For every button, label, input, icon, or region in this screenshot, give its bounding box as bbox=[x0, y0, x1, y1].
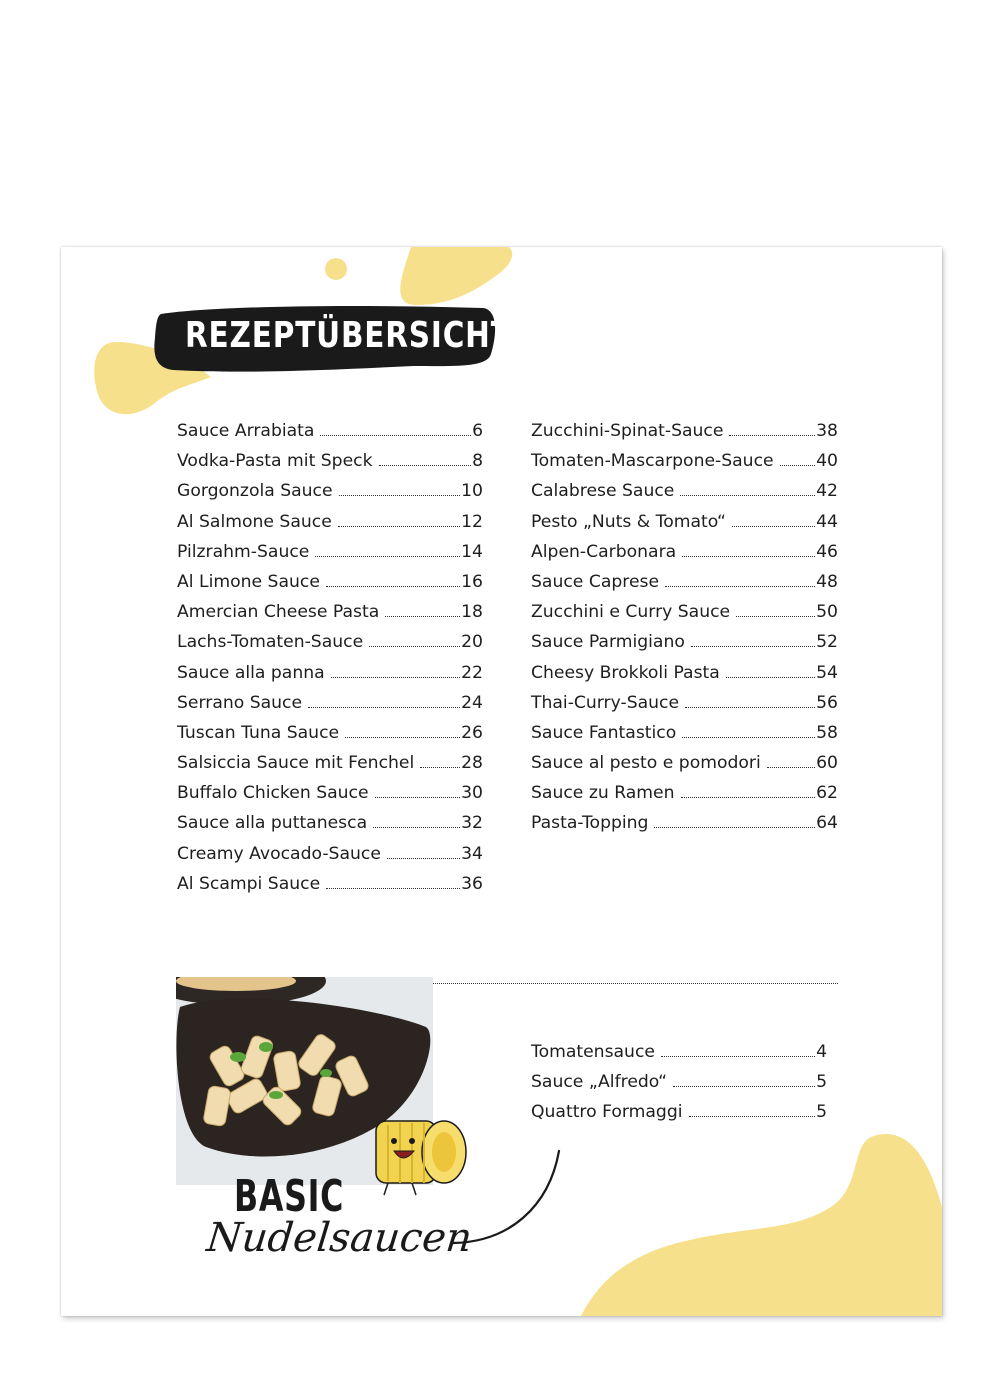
toc-entry[interactable] bbox=[177, 632, 483, 662]
toc-entry[interactable] bbox=[177, 542, 483, 572]
toc-entry-page: 24 bbox=[461, 692, 483, 713]
curved-arrow-icon bbox=[449, 1147, 569, 1257]
toc-entry[interactable] bbox=[531, 451, 838, 481]
leader-dots bbox=[345, 736, 460, 738]
leader-dots bbox=[326, 585, 460, 587]
toc-entry-title: Sauce alla panna bbox=[177, 662, 325, 683]
toc-entry-title: Zucchini e Curry Sauce bbox=[531, 602, 731, 623]
leader-dots bbox=[665, 585, 815, 587]
leader-dots bbox=[369, 645, 460, 647]
leader-dots bbox=[736, 615, 815, 617]
toc-entry-page: 10 bbox=[461, 481, 483, 502]
leader-dots bbox=[379, 464, 471, 466]
toc-entry-page: 56 bbox=[816, 692, 838, 713]
leader-dots bbox=[673, 1085, 815, 1087]
toc-entry-page: 6 bbox=[472, 421, 483, 441]
leader-dots bbox=[682, 555, 815, 557]
toc-entry-title: Sauce alla puttanesca bbox=[177, 813, 368, 834]
toc-entry-page: 50 bbox=[816, 602, 838, 623]
toc-entry[interactable] bbox=[177, 783, 483, 813]
toc-entry[interactable] bbox=[531, 1102, 827, 1132]
toc-entry-page: 8 bbox=[472, 451, 483, 472]
toc-entry[interactable] bbox=[531, 542, 838, 572]
toc-entry-page: 42 bbox=[816, 481, 838, 502]
leader-dots bbox=[654, 826, 815, 828]
toc-entry[interactable] bbox=[177, 874, 483, 904]
toc-entry-title: Al Limone Sauce bbox=[177, 571, 320, 592]
toc-entry-title: Creamy Avocado-Sauce bbox=[177, 843, 381, 864]
toc-entry[interactable] bbox=[531, 753, 838, 783]
toc-entry-title: Amercian Cheese Pasta bbox=[177, 602, 380, 623]
toc-entry-title: Lachs-Tomaten-Sauce bbox=[177, 632, 364, 653]
toc-entry[interactable] bbox=[177, 693, 483, 723]
toc-entry-page: 34 bbox=[461, 843, 483, 864]
toc-entry[interactable] bbox=[177, 663, 483, 693]
leader-dots bbox=[338, 525, 460, 527]
toc-entry[interactable] bbox=[177, 512, 483, 542]
leader-dots bbox=[339, 494, 461, 496]
toc-entry-page: 38 bbox=[816, 421, 838, 441]
toc-entry-page: 32 bbox=[461, 813, 483, 834]
toc-entry-title: Sauce Arrabiata bbox=[177, 421, 315, 441]
toc-entry-page: 54 bbox=[816, 662, 838, 683]
toc-entry[interactable] bbox=[531, 813, 838, 843]
toc-entry-page: 22 bbox=[461, 662, 483, 683]
leader-dots bbox=[308, 706, 460, 708]
toc-entry-page: 18 bbox=[461, 602, 483, 623]
toc-entry[interactable] bbox=[177, 813, 483, 843]
toc-entry[interactable] bbox=[531, 723, 838, 753]
toc-entry-page: 16 bbox=[461, 571, 483, 592]
toc-entry-title: Zucchini-Spinat-Sauce bbox=[531, 421, 724, 441]
toc-entry[interactable] bbox=[177, 451, 483, 481]
toc-entry[interactable] bbox=[531, 602, 838, 632]
toc-entry-title: Alpen-Carbonara bbox=[531, 541, 677, 562]
toc-entry-title: Gorgonzola Sauce bbox=[177, 481, 333, 502]
toc-entry-title: Salsiccia Sauce mit Fenchel bbox=[177, 753, 415, 774]
toc-entry-page: 46 bbox=[816, 541, 838, 562]
toc-entry-page: 48 bbox=[816, 571, 838, 592]
toc-entry-page: 12 bbox=[461, 511, 483, 532]
basic-heading: BASIC bbox=[234, 1171, 345, 1222]
toc-entry-page: 14 bbox=[461, 541, 483, 562]
leader-dots bbox=[385, 615, 460, 617]
toc-entry-title: Cheesy Brokkoli Pasta bbox=[531, 662, 720, 683]
toc-entry[interactable] bbox=[531, 572, 838, 602]
toc-entry-title: Sauce „Alfredo“ bbox=[531, 1072, 667, 1093]
toc-entry-title: Pasta-Topping bbox=[531, 813, 649, 834]
toc-entry[interactable] bbox=[531, 421, 838, 451]
toc-entry[interactable] bbox=[177, 723, 483, 753]
toc-left-column bbox=[177, 421, 483, 904]
toc-entry-page: 44 bbox=[816, 511, 838, 532]
toc-entry[interactable] bbox=[531, 512, 838, 542]
toc-entry-page: 5 bbox=[816, 1102, 827, 1123]
toc-entry-title: Tuscan Tuna Sauce bbox=[177, 722, 340, 743]
leader-dots bbox=[681, 796, 816, 798]
toc-entry-title: Quattro Formaggi bbox=[531, 1102, 683, 1123]
leader-dots bbox=[732, 525, 815, 527]
toc-entry[interactable] bbox=[531, 693, 838, 723]
basic-subheading: Nudelsaucen bbox=[204, 1215, 475, 1261]
leader-dots bbox=[689, 1115, 816, 1117]
toc-right-column bbox=[531, 421, 838, 844]
toc-entry-title: Sauce Fantastico bbox=[531, 722, 677, 743]
toc-entry[interactable] bbox=[531, 663, 838, 693]
leader-dots bbox=[729, 434, 815, 436]
bottom-right-yellow-blob bbox=[581, 1134, 942, 1316]
toc-entry[interactable] bbox=[531, 481, 838, 511]
leader-dots bbox=[387, 857, 460, 859]
toc-entry-title: Sauce zu Ramen bbox=[531, 783, 675, 804]
toc-entry-title: Tomatensauce bbox=[531, 1042, 655, 1062]
leader-dots bbox=[726, 676, 815, 678]
toc-entry-page: 62 bbox=[816, 783, 838, 804]
leader-dots bbox=[682, 736, 815, 738]
toc-entry-title: Calabrese Sauce bbox=[531, 481, 675, 502]
toc-entry[interactable] bbox=[177, 572, 483, 602]
toc-entry-page: 58 bbox=[816, 722, 838, 743]
toc-entry-title: Al Scampi Sauce bbox=[177, 873, 321, 894]
leader-dots bbox=[685, 706, 815, 708]
toc-entry-title: Sauce al pesto e pomodori bbox=[531, 753, 761, 774]
toc-entry[interactable] bbox=[177, 602, 483, 632]
leader-dots bbox=[780, 464, 816, 466]
toc-entry-title: Vodka-Pasta mit Speck bbox=[177, 451, 373, 472]
small-yellow-dot bbox=[325, 258, 347, 280]
toc-entry[interactable] bbox=[531, 1042, 827, 1072]
toc-entry-title: Thai-Curry-Sauce bbox=[531, 692, 680, 713]
toc-basic-column bbox=[531, 1042, 827, 1133]
toc-entry[interactable] bbox=[531, 1072, 827, 1102]
toc-entry-title: Buffalo Chicken Sauce bbox=[177, 783, 369, 804]
toc-entry-title: Pilzrahm-Sauce bbox=[177, 541, 310, 562]
page-title: REZEPTÜBERSICHT bbox=[185, 315, 512, 356]
toc-entry-title: Tomaten-Mascarpone-Sauce bbox=[531, 451, 774, 472]
leader-dots bbox=[326, 887, 460, 889]
toc-entry-title: Pesto „Nuts & Tomato“ bbox=[531, 511, 726, 532]
toc-entry[interactable] bbox=[177, 421, 483, 451]
toc-entry-page: 28 bbox=[461, 753, 483, 774]
leader-dots bbox=[661, 1055, 815, 1057]
toc-entry[interactable] bbox=[531, 783, 838, 813]
leader-dots bbox=[331, 676, 460, 678]
toc-entry-title: Al Salmone Sauce bbox=[177, 511, 332, 532]
recipe-overview-page bbox=[61, 247, 942, 1316]
leader-dots bbox=[315, 555, 460, 557]
toc-entry[interactable] bbox=[177, 481, 483, 511]
toc-entry-page: 60 bbox=[816, 753, 838, 774]
toc-entry-title: Serrano Sauce bbox=[177, 692, 303, 713]
leader-dots bbox=[680, 494, 815, 496]
toc-entry[interactable] bbox=[177, 753, 483, 783]
top-yellow-blob bbox=[400, 247, 512, 305]
section-divider bbox=[431, 983, 838, 984]
toc-entry[interactable] bbox=[531, 632, 838, 662]
toc-entry-page: 4 bbox=[816, 1042, 827, 1062]
leader-dots bbox=[420, 766, 460, 768]
toc-entry-page: 20 bbox=[461, 632, 483, 653]
leader-dots bbox=[373, 826, 460, 828]
toc-entry-page: 36 bbox=[461, 873, 483, 894]
toc-entry-page: 52 bbox=[816, 632, 838, 653]
toc-entry-page: 5 bbox=[816, 1072, 827, 1093]
toc-entry-page: 64 bbox=[816, 813, 838, 834]
toc-entry[interactable] bbox=[177, 844, 483, 874]
leader-dots bbox=[691, 645, 815, 647]
leader-dots bbox=[320, 434, 471, 436]
toc-entry-page: 40 bbox=[816, 451, 838, 472]
toc-entry-page: 30 bbox=[461, 783, 483, 804]
toc-entry-title: Sauce Parmigiano bbox=[531, 632, 685, 653]
toc-entry-page: 26 bbox=[461, 722, 483, 743]
leader-dots bbox=[375, 796, 461, 798]
leader-dots bbox=[767, 766, 815, 768]
toc-entry-title: Sauce Caprese bbox=[531, 571, 660, 592]
